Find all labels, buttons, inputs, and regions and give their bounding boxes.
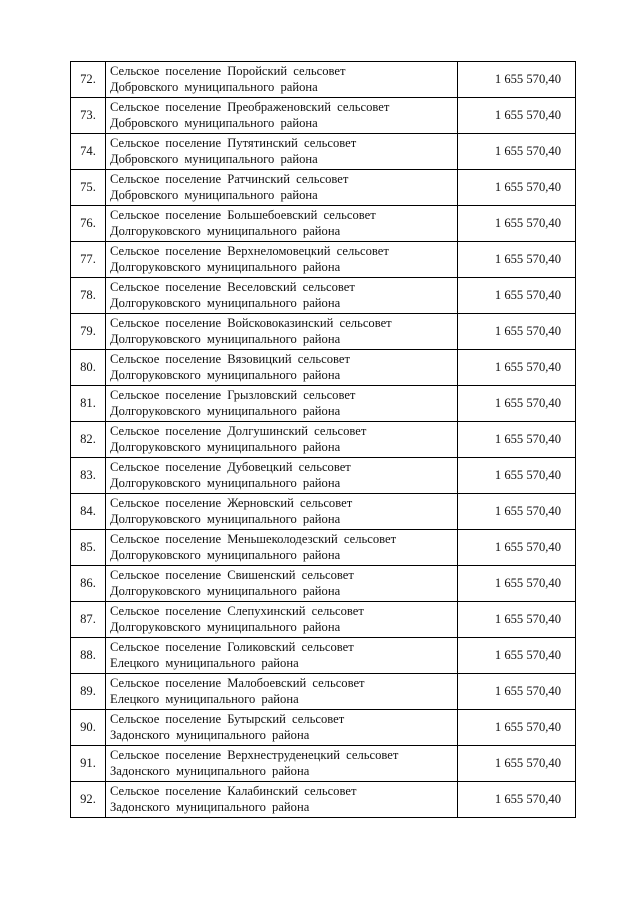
amount-cell: 1 655 570,40 (458, 98, 576, 134)
row-number: 81. (71, 386, 106, 422)
amount-cell: 1 655 570,40 (458, 242, 576, 278)
settlement-name-cell (106, 494, 458, 530)
table-row (71, 422, 576, 458)
table-row (71, 710, 576, 746)
table-row (71, 386, 576, 422)
district-name: Долгоруковского муниципального района (110, 439, 341, 454)
table-row (71, 350, 576, 386)
settlement-name-cell (106, 170, 458, 206)
row-number: 79. (71, 314, 106, 350)
row-number: 80. (71, 350, 106, 386)
amount-cell: 1 655 570,40 (458, 782, 576, 818)
table-row (71, 242, 576, 278)
district-name: Долгоруковского муниципального района (110, 583, 341, 598)
district-name: Задонского муниципального района (110, 727, 310, 742)
table-row (71, 530, 576, 566)
district-name: Долгоруковского муниципального района (110, 259, 341, 274)
amount-cell: 1 655 570,40 (458, 746, 576, 782)
settlement-name: Сельское поселение Войсковоказинский сельсовет (110, 316, 392, 330)
district-name: Долгоруковского муниципального района (110, 511, 341, 526)
amount-cell: 1 655 570,40 (458, 350, 576, 386)
district-name: Добровского муниципального района (110, 79, 318, 94)
row-number: 76. (71, 206, 106, 242)
amount-cell: 1 655 570,40 (458, 278, 576, 314)
settlement-name: Сельское поселение Путятинский сельсовет (110, 136, 357, 150)
settlement-name: Сельское поселение Меньшеколодезский сельсовет (110, 532, 397, 546)
amount-cell: 1 655 570,40 (458, 386, 576, 422)
amount-cell: 1 655 570,40 (458, 134, 576, 170)
district-name: Долгоруковского муниципального района (110, 367, 341, 382)
settlement-name-cell (106, 206, 458, 242)
settlement-name-cell (106, 422, 458, 458)
row-number: 74. (71, 134, 106, 170)
table-row (71, 134, 576, 170)
amount-cell: 1 655 570,40 (458, 170, 576, 206)
amount-cell: 1 655 570,40 (458, 566, 576, 602)
settlement-name-cell (106, 458, 458, 494)
district-name: Задонского муниципального района (110, 763, 310, 778)
amount-cell: 1 655 570,40 (458, 422, 576, 458)
settlement-name-cell (106, 278, 458, 314)
row-number: 86. (71, 566, 106, 602)
settlement-name-cell (106, 638, 458, 674)
table-row (71, 638, 576, 674)
row-number: 77. (71, 242, 106, 278)
table-row (71, 278, 576, 314)
settlement-name-cell (106, 314, 458, 350)
row-number: 75. (71, 170, 106, 206)
settlement-name: Сельское поселение Большебоевский сельсовет (110, 208, 376, 222)
row-number: 92. (71, 782, 106, 818)
settlement-name-cell (106, 62, 458, 98)
table-row (71, 566, 576, 602)
table-row (71, 98, 576, 134)
settlement-name-cell (106, 134, 458, 170)
amount-cell: 1 655 570,40 (458, 710, 576, 746)
row-number: 85. (71, 530, 106, 566)
settlement-name: Сельское поселение Вязовицкий сельсовет (110, 352, 350, 366)
row-number: 90. (71, 710, 106, 746)
table-row (71, 62, 576, 98)
table-row (71, 458, 576, 494)
district-name: Долгоруковского муниципального района (110, 547, 341, 562)
row-number: 87. (71, 602, 106, 638)
amount-cell: 1 655 570,40 (458, 314, 576, 350)
settlement-name-cell (106, 566, 458, 602)
settlement-name: Сельское поселение Малобоевский сельсовет (110, 676, 365, 690)
settlement-name: Сельское поселение Преображеновский сельсовет (110, 100, 390, 114)
settlement-name: Сельское поселение Слепухинский сельсовет (110, 604, 364, 618)
settlement-name: Сельское поселение Долгушинский сельсовет (110, 424, 367, 438)
row-number: 78. (71, 278, 106, 314)
table-body (71, 62, 576, 818)
settlement-name: Сельское поселение Ратчинский сельсовет (110, 172, 349, 186)
table-row (71, 782, 576, 818)
settlement-name-cell (106, 530, 458, 566)
district-name: Долгоруковского муниципального района (110, 475, 341, 490)
table-row (71, 206, 576, 242)
settlement-name: Сельское поселение Грызловский сельсовет (110, 388, 356, 402)
district-name: Долгоруковского муниципального района (110, 403, 341, 418)
district-name: Добровского муниципального района (110, 187, 318, 202)
table-row (71, 746, 576, 782)
table-row (71, 494, 576, 530)
settlement-name: Сельское поселение Веселовский сельсовет (110, 280, 355, 294)
settlement-name-cell (106, 98, 458, 134)
settlement-name-cell (106, 386, 458, 422)
settlement-name-cell (106, 242, 458, 278)
settlement-name-cell (106, 782, 458, 818)
row-number: 82. (71, 422, 106, 458)
amount-cell: 1 655 570,40 (458, 602, 576, 638)
settlement-name: Сельское поселение Верхнеломовецкий сельсовет (110, 244, 389, 258)
district-name: Долгоруковского муниципального района (110, 223, 341, 238)
settlement-name: Сельское поселение Калабинский сельсовет (110, 784, 357, 798)
amount-cell: 1 655 570,40 (458, 206, 576, 242)
allocation-table (70, 61, 576, 818)
district-name: Долгоруковского муниципального района (110, 331, 341, 346)
amount-cell: 1 655 570,40 (458, 638, 576, 674)
table-row (71, 314, 576, 350)
row-number: 72. (71, 62, 106, 98)
settlement-name: Сельское поселение Свишенский сельсовет (110, 568, 354, 582)
row-number: 89. (71, 674, 106, 710)
settlement-name-cell (106, 674, 458, 710)
settlement-name: Сельское поселение Жерновский сельсовет (110, 496, 353, 510)
district-name: Елецкого муниципального района (110, 691, 299, 706)
row-number: 84. (71, 494, 106, 530)
amount-cell: 1 655 570,40 (458, 530, 576, 566)
district-name: Добровского муниципального района (110, 115, 318, 130)
settlement-name: Сельское поселение Дубовецкий сельсовет (110, 460, 351, 474)
settlement-name: Сельское поселение Голиковский сельсовет (110, 640, 354, 654)
district-name: Долгоруковского муниципального района (110, 619, 341, 634)
district-name: Задонского муниципального района (110, 799, 310, 814)
settlement-name: Сельское поселение Бутырский сельсовет (110, 712, 345, 726)
district-name: Елецкого муниципального района (110, 655, 299, 670)
amount-cell: 1 655 570,40 (458, 674, 576, 710)
row-number: 83. (71, 458, 106, 494)
settlement-name: Сельское поселение Поройский сельсовет (110, 64, 346, 78)
table-row (71, 674, 576, 710)
table-row (71, 602, 576, 638)
row-number: 91. (71, 746, 106, 782)
amount-cell: 1 655 570,40 (458, 458, 576, 494)
amount-cell: 1 655 570,40 (458, 62, 576, 98)
table-row (71, 170, 576, 206)
district-name: Долгоруковского муниципального района (110, 295, 341, 310)
district-name: Добровского муниципального района (110, 151, 318, 166)
row-number: 88. (71, 638, 106, 674)
amount-cell: 1 655 570,40 (458, 494, 576, 530)
settlement-name-cell (106, 746, 458, 782)
settlement-name-cell (106, 350, 458, 386)
settlement-name-cell (106, 602, 458, 638)
settlement-name-cell (106, 710, 458, 746)
row-number: 73. (71, 98, 106, 134)
settlement-name: Сельское поселение Верхнеструденецкий сельсовет (110, 748, 399, 762)
